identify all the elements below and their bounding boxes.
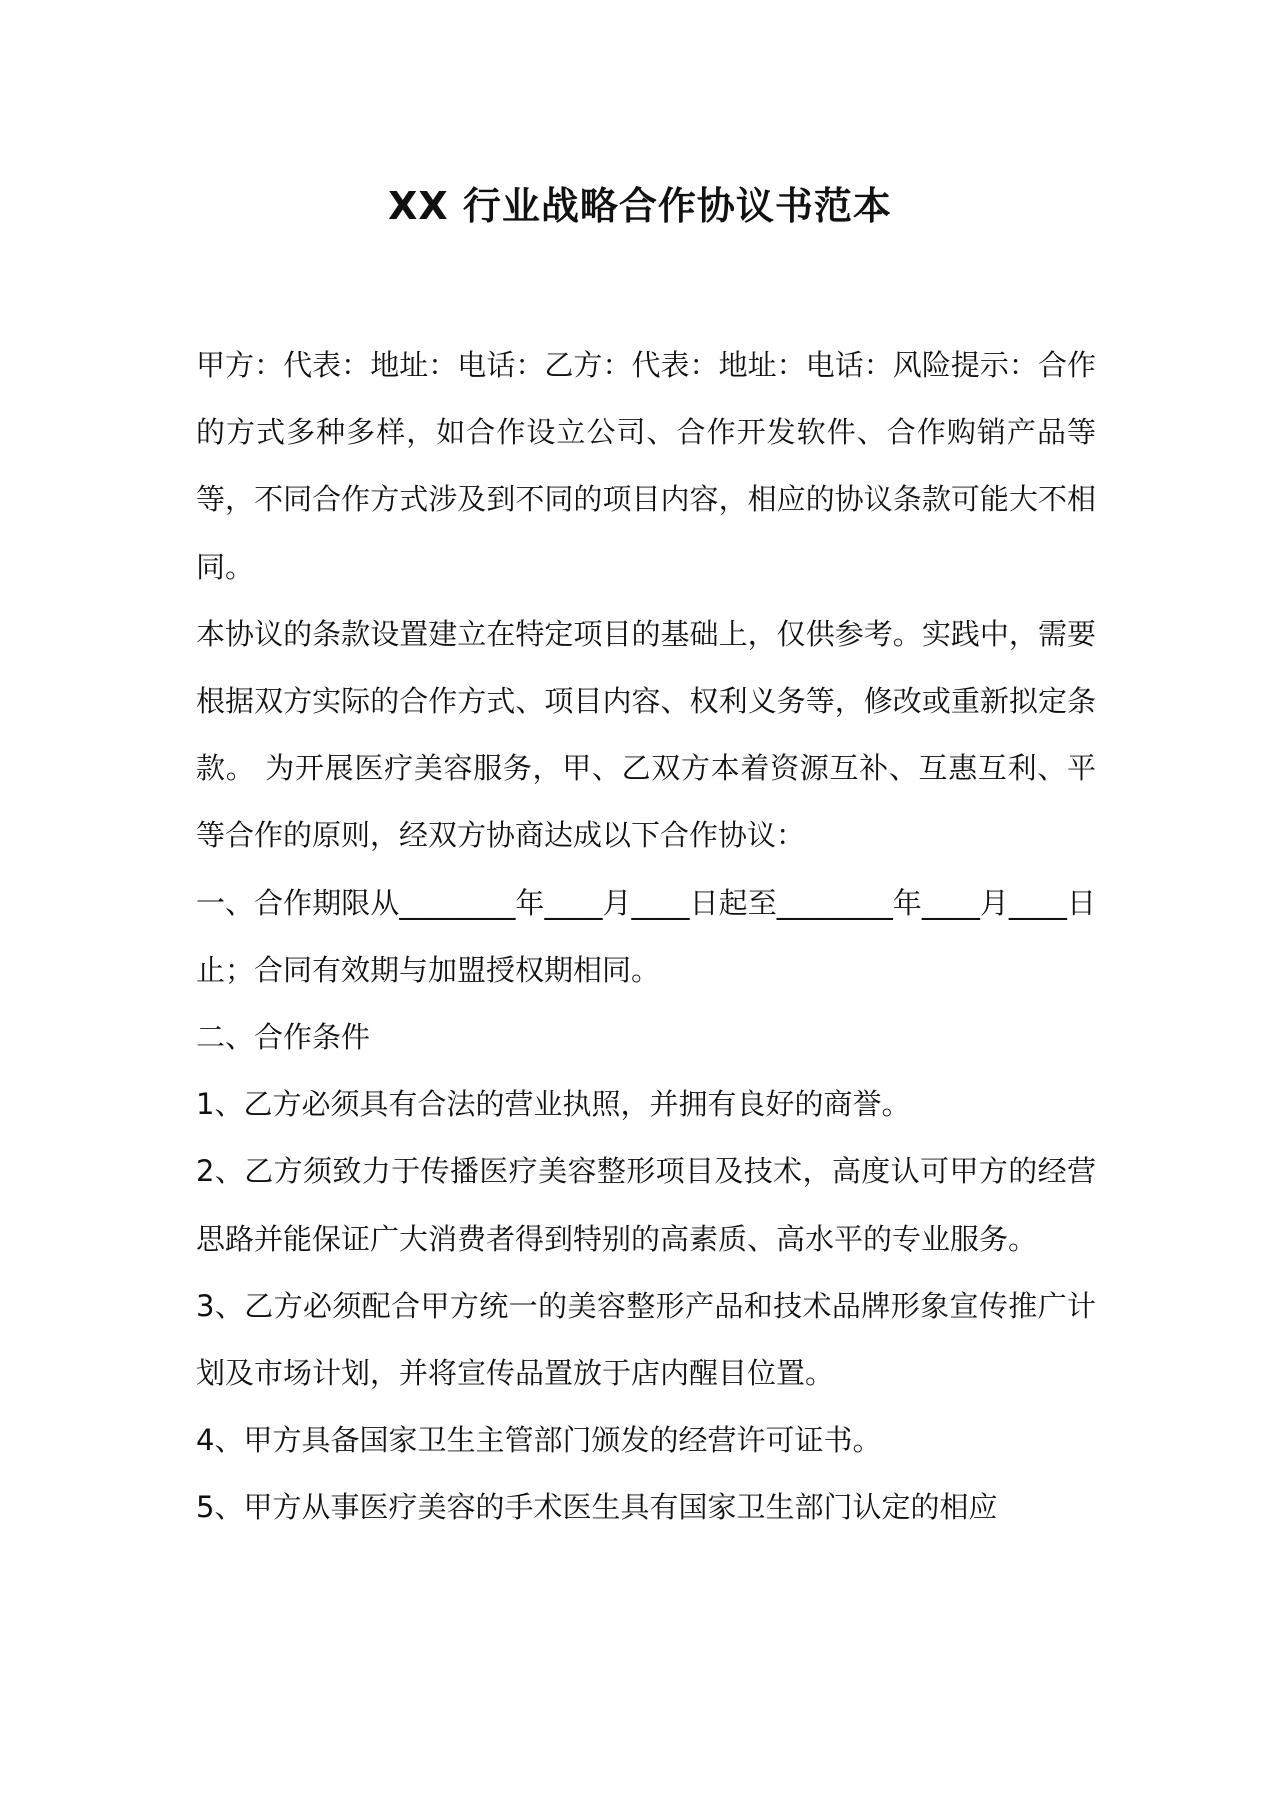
paragraph-parties-and-risk: 甲方：代表：地址：电话：乙方：代表：地址：电话：风险提示：合作的方式多种多样，如合作设立公司、合作开发软件、合作购销产品等等，不同合作方式涉及到不同的项目内容，相应的协议条款可能大不相同。 (196, 348, 1096, 584)
section-heading-conditions: 二、合作条件 (196, 1020, 371, 1055)
clause-cooperation-period: 一、合作期限从________年____月____日起至________年____月____日止；合同有效期与加盟授权期相同。 (196, 885, 1096, 987)
condition-item-4: 4、甲方具备国家卫生主管部门颁发的经营许可证书。 (196, 1423, 882, 1458)
document-body (196, 332, 1096, 1542)
condition-item-2: 2、乙方须致力于传播医疗美容整形项目及技术，高度认可甲方的经营思路并能保证广大消费者得到特别的高素质、高水平的专业服务。 (196, 1154, 1096, 1256)
document-title: XX 行业战略合作协议书范本 (388, 184, 892, 228)
condition-item-5: 5、甲方从事医疗美容的手术医生具有国家卫生部门认定的相应 (196, 1490, 998, 1525)
condition-item-3: 3、乙方必须配合甲方统一的美容整形产品和技术品牌形象宣传推广计划及市场计划，并将宣传品置放于店内醒目位置。 (196, 1288, 1096, 1391)
condition-item-1: 1、乙方必须具有合法的营业执照，并拥有良好的商誉。 (196, 1087, 911, 1122)
paragraph-terms-note: 本协议的条款设置建立在特定项目的基础上，仅供参考。实践中，需要根据双方实际的合作方式、项目内容、权利义务等，修改或重新拟定条款。 为开展医疗美容服务，甲、乙双方本着资源互补、互惠互利、平等合作的原则，经双方协商达成以下合作协议： (196, 616, 1096, 853)
